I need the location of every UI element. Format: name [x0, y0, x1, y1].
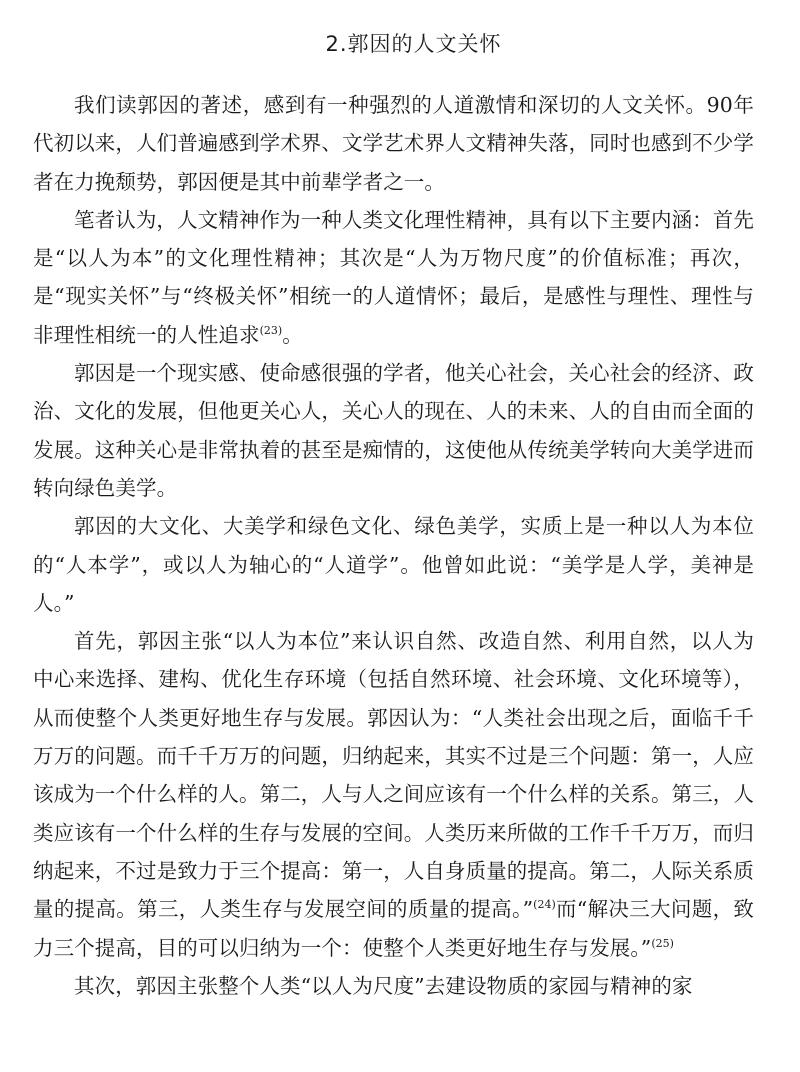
- paragraph-1-text: 我们读郭因的著述，感到有一种强烈的人道激情和深切的人文关怀。90年代初以来，人们普遍感到学术界、文学艺术界人文精神失落，同时也感到不少学者在力挽颓势，郭因便是其中前辈学者之一。: [33, 93, 754, 194]
- paragraph-5: [33, 622, 754, 967]
- paragraph-5-tail: 而“解决三大问题，致力三个提高，目的可以归纳为一个：使整个人类更好地生存与发展。”: [33, 897, 754, 960]
- citation-23: (23): [259, 323, 283, 337]
- paragraph-6-text: 其次，郭因主张整个人类“以人为尺度”去建设物质的家园与精神的家: [74, 973, 693, 998]
- paragraph-6: [33, 967, 754, 1005]
- paragraph-2-tail: 。: [282, 322, 303, 347]
- paragraph-2-text: 笔者认为，人文精神作为一种人类文化理性精神，具有以下主要内涵：首先是“以人为本”的文化理性精神；其次是“人为万物尺度”的价值标准；再次，是“现实关怀”与“终极关怀”相统一的人道情怀；最后，是感性与理性、理性与非理性相统一的人性追求: [33, 207, 754, 347]
- citation-25: (25): [651, 936, 674, 950]
- paragraph-2: [33, 201, 754, 354]
- paragraph-5-text: 首先，郭因主张“以人为本位”来认识自然、改造自然、利用自然，以人为中心来选择、建构、优化生存环境（包括自然环境、社会环境、文化环境等），从而使整个人类更好地生存与发展。郭因认为：“人类社会出现之后，面临千千万万的问题。而千千万万的问题，归纳起来，其实不过是三个问题：第一，人应该成为一个什么样的人。第二，人与人之间应该有一个什么样的关系。第三，人类应该有一个什么样的生存与发展的空间。人类历来所做的工作千千万万，而归纳起来，不过是致力于三个提高：第一，人自身质量的提高。第二，人际关系质量的提高。第三，人类生存与发展空间的质量的提高。”: [33, 629, 754, 922]
- paragraph-4-text: 郭因的大文化、大美学和绿色文化、绿色美学，实质上是一种以人为本位的“人本学”，或以人为轴心的“人道学”。他曾如此说：“美学是人学，美神是人。”: [33, 514, 754, 615]
- paragraph-3: [33, 354, 754, 507]
- citation-24: (24): [533, 898, 556, 912]
- paragraph-4: [33, 507, 754, 622]
- paragraph-1: [33, 86, 754, 201]
- section-title: 2.郭因的人文关怀: [325, 32, 502, 56]
- paragraph-3-text: 郭因是一个现实感、使命感很强的学者，他关心社会，关心社会的经济、政治、文化的发展，但他更关心人，关心人的现在、人的未来、人的自由而全面的发展。这种关心是非常执着的甚至是痴情的，这使他从传统美学转向大美学进而转向绿色美学。: [33, 361, 754, 500]
